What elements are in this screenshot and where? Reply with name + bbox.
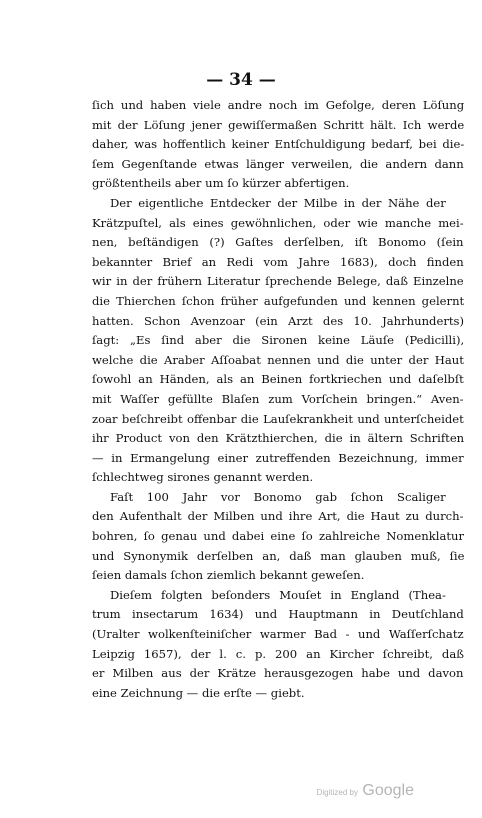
text-line: er Milben aus der Krätze herausgezogen habe und davon bbox=[92, 666, 464, 681]
text-line: Krätzpuſtel, als eines gewöhnlichen, oder wie manche mei- bbox=[92, 215, 464, 230]
text-line: ihr Product von den Krätzthierchen, die in ältern Schriften bbox=[92, 431, 464, 446]
text-line: ſeien damals ſchon ziemlich bekannt geweſen. bbox=[92, 568, 365, 583]
text-line: Der eigentliche Entdecker der Milbe in der Nähe der bbox=[110, 195, 446, 210]
text-line: daher, was hoffentlich keiner Entſchuldigung bedarf, bei die- bbox=[92, 137, 464, 152]
text-line: (Uralter wolkenſteiniſcher warmer Bad - und Waſſerſchatz bbox=[92, 627, 464, 642]
watermark-prefix: Digitized by bbox=[316, 788, 358, 797]
page-number: — 34 — bbox=[206, 70, 276, 90]
text-line: ſchlechtweg sirones genannt werden. bbox=[92, 470, 314, 485]
text-line: bohren, ſo genau und dabei eine ſo zahlreiche Nomenklatur bbox=[92, 529, 464, 544]
text-line: die Thierchen ſchon früher aufgefunden und kennen gelernt bbox=[92, 293, 464, 308]
text-line: größtentheils aber um ſo kürzer abfertigen. bbox=[92, 176, 350, 191]
text-line: ſagt: „Es ſind aber die Sironen keine Läuſe (Pedicilli), bbox=[92, 333, 464, 348]
text-line: trum insectarum 1634) und Hauptmann in Deutſchland bbox=[92, 607, 464, 622]
text-line: Faſt 100 Jahr vor Bonomo gab ſchon Scaliger bbox=[110, 489, 446, 504]
text-line: ſem Gegenſtande etwas länger verweilen, die andern dann bbox=[92, 156, 464, 171]
text-line: eine Zeichnung — die erſte — giebt. bbox=[92, 685, 305, 700]
text-line: und Synonymik derſelben an, daß man glauben muß, ſie bbox=[92, 548, 464, 563]
text-line: nen, beſtändigen (?) Gaſtes derſelben, iſt Bonomo (ſein bbox=[92, 235, 464, 250]
text-line: ſich und haben viele andre noch im Gefolge, deren Löſung bbox=[92, 98, 464, 112]
text-line: ſowohl an Händen, als an Beinen fortkriechen und daſelbſt bbox=[92, 372, 464, 387]
text-line: zoar beſchreibt offenbar die Lauſekrankheit und unterſcheidet bbox=[92, 411, 464, 426]
text-line: bekannter Brief an Redi vom Jahre 1683), doch finden bbox=[92, 254, 464, 269]
digitization-watermark bbox=[317, 782, 414, 800]
text-line: — in Ermangelung einer zutreffenden Bezeichnung, immer bbox=[92, 450, 464, 465]
text-line: wir in der frühern Literatur ſprechende Belege, daß Einzelne bbox=[92, 274, 464, 289]
text-line: welche die Araber Aſſoabat nennen und die unter der Haut bbox=[92, 352, 464, 367]
text-line: hatten. Schon Avenzoar (ein Arzt des 10. Jahrhunderts) bbox=[92, 313, 464, 328]
text-line: Dieſem folgten beſonders Mouſet in England (Thea- bbox=[110, 587, 446, 602]
text-line: mit Waſſer gefüllte Blaſen zum Vorſchein bringen.“ Aven- bbox=[92, 391, 464, 406]
watermark-brand: Google bbox=[362, 782, 414, 799]
text-line: den Aufenthalt der Milben und ihre Art, die Haut zu durch- bbox=[92, 509, 464, 524]
text-line: Leipzig 1657), der l. c. p. 200 an Kircher ſchreibt, daß bbox=[92, 646, 464, 661]
body-text bbox=[92, 96, 464, 703]
text-line: mit der Löſung jener gewiſſermaßen Schritt hält. Ich werde bbox=[92, 117, 464, 132]
